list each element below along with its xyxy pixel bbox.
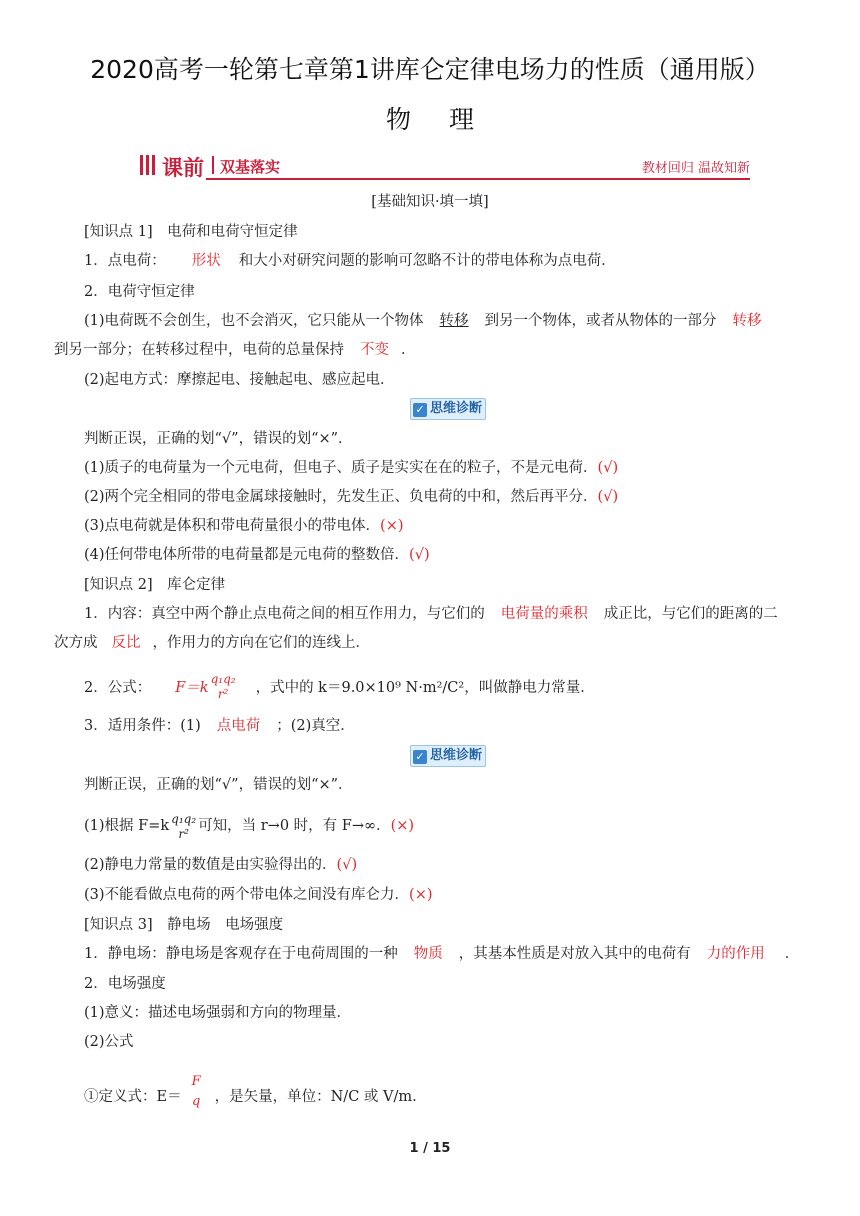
text: ． [784,946,800,962]
text: (3)点电荷就是体积和带电荷量很小的带电体． [84,518,381,534]
formula: F＝k [175,680,209,696]
text: 可知，当 r→0 时，有 F→∞． [198,818,391,834]
fraction-denominator: r² [217,687,229,701]
text: ①定义式：E＝ [84,1089,182,1105]
thinking-diagnosis-badge [410,745,486,767]
banner-underline [206,178,750,180]
badge-label: 思维诊断 [430,401,483,416]
banner-bars-icon [140,155,158,179]
kp2-heading: [知识点 2] 库仑定律 [84,577,226,593]
text: (2)两个完全相同的带电金属球接触时，先发生正、负电荷的中和，然后再平分． [84,489,598,505]
text: 到另一个物体，或者从物体的一部分 [484,313,717,329]
text: ，作用力的方向在它们的连线上． [152,635,370,651]
diag2-item [84,885,433,905]
thinking-diagnosis-badge [410,398,486,420]
fraction-numerator: q₁q₂ [171,812,197,826]
answer-blank: 转移 [439,313,469,329]
answer-mark: (√) [336,857,358,873]
kp3-line3: (1)意义：描述电场强弱和方向的物理量． [84,1005,352,1021]
kp1-line4 [54,340,416,360]
diag1-intro: 判断正误，正确的划“√”，错误的划“×”． [84,431,353,447]
fraction-denominator: r² [178,827,189,841]
answer-blank: 电荷量的乘积 [500,606,588,622]
kp1-line5: (2)起电方式：摩擦起电、接触起电、感应起电． [84,372,395,388]
text: (4)任何带电体所带的电荷量都是元电荷的整数倍． [84,547,410,563]
fraction-numerator: q₁q₂ [210,672,236,686]
diag2-item [84,812,414,842]
diag2-item [84,855,357,875]
text: (3)不能看做点电荷的两个带电体之间没有库仑力． [84,887,410,903]
answer-blank: 物质 [413,946,443,962]
formula-fraction [171,812,196,842]
answer-mark: (√) [597,489,619,505]
text: ，式中的 k＝9.0×10⁹ N·m²/C²，叫做静电力常量． [255,680,595,696]
badge-label: 思维诊断 [430,748,483,763]
text: (1)根据 F=k [84,818,170,834]
kp3-heading: [知识点 3] 静电场 电场强度 [84,917,284,933]
kp2-line2 [54,633,370,653]
answer-blank: 转移 [732,313,762,329]
answer-mark: (×) [409,887,433,903]
subject-title: 物理 [385,105,512,134]
kp3-line1 [84,944,799,964]
answer-mark: (×) [380,518,404,534]
kp1-line2: 2．电荷守恒定律 [84,284,195,300]
answer-mark: (√) [409,547,430,563]
page-number: 1 / 15 [409,1141,451,1156]
diag1-item [84,516,404,536]
answer-blank: 形状 [191,253,221,269]
kp2-line1 [84,604,778,624]
check-icon: ✓ [413,750,427,764]
kp1-line1 [84,251,616,271]
text: 次方成 [54,635,98,651]
kp3-line5 [84,1072,417,1112]
banner-sub-label: 双基落实 [220,158,281,176]
section-banner [140,152,750,180]
text: (1)电荷既不会创生，也不会消灭，它只能从一个物体 [84,313,424,329]
text: ，其基本性质是对放入其中的电荷有 [458,946,691,962]
text: (1)质子的电荷量为一个元电荷，但电子、质子是实实在在的粒子，不是元电荷． [84,460,598,476]
banner-main-label: 课前 [162,156,204,180]
kp3-line2: 2．电场强度 [84,976,166,992]
diag1-item [84,487,618,507]
text: 3．适用条件：(1) [84,718,201,734]
kp3-line4: (2)公式 [84,1034,134,1050]
formula-fraction [211,672,236,702]
text: ． [401,342,416,358]
answer-blank: 点电荷 [216,718,261,734]
section-header: [基础知识·填一填] [371,194,489,210]
text: 1．点电荷： [84,253,166,269]
kp2-line3 [84,672,595,702]
answer-mark: (√) [597,460,619,476]
text: ；(2)真空． [276,718,355,734]
banner-separator [212,156,214,174]
formula-fraction [192,1072,201,1112]
diag2-intro: 判断正误，正确的划“√”，错误的划“×”． [84,777,353,793]
text: 成正比，与它们的距离的二 [603,606,778,622]
fraction-denominator: q [191,1094,201,1109]
answer-mark: (×) [390,818,415,834]
text: ，是矢量，单位：N/C 或 V/m. [214,1089,417,1105]
kp1-heading: [知识点 1] 电荷和电荷守恒定律 [84,224,298,240]
text: 到另一部分；在转移过程中，电荷的总量保持 [54,342,344,358]
fraction-numerator: F [191,1074,201,1089]
kp1-line3 [84,311,762,331]
check-icon: ✓ [413,403,427,417]
text: (2)静电力常量的数值是由实验得出的． [84,857,337,873]
answer-blank: 力的作用 [706,946,765,962]
diag1-item [84,458,618,478]
banner-right-label: 教材回归 温故知新 [641,161,750,176]
answer-blank: 反比 [111,635,141,651]
document-title: 2020高考一轮第七章第1讲库仑定律电场力的性质（通用版） [90,55,770,84]
text: 1．内容：真空中两个静止点电荷之间的相互作用力，与它们的 [84,606,485,622]
answer-blank: 不变 [360,342,389,358]
text: 和大小对研究问题的影响可忽略不计的带电体称为点电荷． [238,253,616,269]
diag1-item [84,545,430,565]
text: 2．公式： [84,680,152,696]
text: 1．静电场：静电场是客观存在于电荷周围的一种 [84,946,398,962]
kp2-line4 [84,716,355,736]
